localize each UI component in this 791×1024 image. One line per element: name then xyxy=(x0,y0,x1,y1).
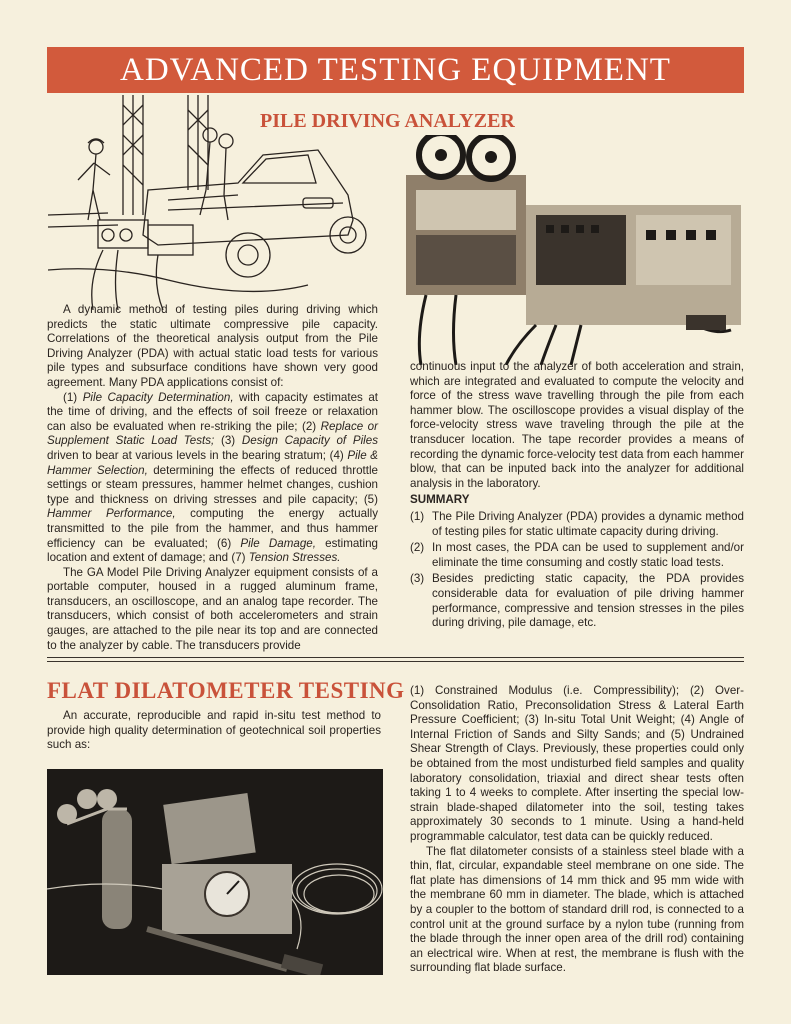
app-text: (3) xyxy=(214,434,242,448)
summary-list xyxy=(410,510,744,631)
pda-intro: A dynamic method of testing piles during driving which predicts the static ultimate compressive pile capacity. Correlations of the theoretical analysis output from the Pile Driving Analyzer (PDA) with actual static load tests for various pile types and subsurface conditions have shown very good agreement. Many PDA applications consist of: xyxy=(47,303,378,389)
app-term: Pile & Hammer Selection, xyxy=(47,448,378,477)
pda-applications xyxy=(47,391,378,566)
dilatometer-intro: An accurate, reproducible and rapid in-situ test method to provide high quality determination of geotechnical soil properties such as: xyxy=(47,709,381,752)
pda-continued: continuous input to the analyzer of both acceleration and strain, which are integrated and evaluated to compute the velocity and force of the stress wave travelling through the pile from each hammer blow. The oscilloscope provides a visual display of the force-velocity stress wave traveling through the pile at the transducer location. The tape recorder provides a means of recording the dynamic force-velocity test data from each hammer blow, that can be inputed back into the analyzer for additional analysis in the laboratory. xyxy=(410,360,744,490)
app-term: Hammer Performance, xyxy=(47,507,176,521)
dilatometer-text-right xyxy=(410,684,744,976)
section-divider xyxy=(47,661,744,662)
summary-text: Besides predicting static capacity, the PDA provides considerable data for evaluation of pile driving hammer performance, compressive and tension stresses in the piles during driving, pile damage, etc. xyxy=(432,572,744,630)
pda-equipment: The GA Model Pile Driving Analyzer equipment consists of a portable computer, housed in a rugged aluminum frame, transducers, an oscilloscope, and an analog tape recorder. The transducers, which consist of both accelerometers and strain gauges, are attached to the pile near its top and are connected to the analyzer by cable. The transducers provide xyxy=(47,565,378,652)
dilatometer-heading: FLAT DILATOMETER TESTING xyxy=(47,678,405,703)
truck-drawing-icon xyxy=(48,95,393,310)
app-term: Pile Capacity Determination, xyxy=(82,390,234,404)
summary-item xyxy=(410,572,744,630)
app-text: (1) xyxy=(63,390,83,404)
summary-num: (3) xyxy=(410,572,425,586)
app-text: determining the effects of reduced throttle settings or steam pressures, hammer helmet changes, cushion type and thickness on driving stresses and pile capacity; (5) xyxy=(47,463,378,506)
app-term: Pile Damage, xyxy=(240,536,316,550)
summary-item xyxy=(410,510,744,539)
app-text: with capacity estimates at the time of driving, and the effects of soil freeze or relaxation can also be evaluated when re-striking the pile; (2) xyxy=(47,390,379,433)
dilatometer-properties: (1) Constrained Modulus (i.e. Compressibility); (2) Over-Consolidation Ratio, Preconsolidation Stress & Lateral Earth Pressure Coefficient; (3) In-situ Total Unit Weight; (4) Angle of Internal Friction of Sands and Silty Sands; and (5) Undrained Shear Strength of Clays. Previously, these properties could only be obtained from the most undisturbed field samples and quality laboratory consolidation, triaxial and direct shear tests often taking 1 to 4 weeks to complete. After inserting the special low-strain blade-shaped dilatometer into the soil, testing takes approximately 30 seconds to 1 minute. Using a hand-held programmable calculator, test data can be quickly reduced. xyxy=(410,684,744,843)
dilatometer-description: The flat dilatometer consists of a stainless steel blade with a thin, flat, circular, expandable steel membrane on one side. The flat plate has dimensions of 14 mm thick and 95 mm wide with the membrane 60 mm in diameter. The blade, which is attached by a coupler to the bottom of standard drill rod, is connected to a control unit at the ground surface by a nylon tube (running from the blade through the inner open area of the drill rod) containing an electrical wire. When at rest, the membrane is flush with the surrounding flat blade surface. xyxy=(410,844,744,975)
summary-num: (1) xyxy=(410,509,425,523)
summary-item xyxy=(410,541,744,570)
pda-text-right xyxy=(410,360,744,631)
pda-text-left xyxy=(47,303,378,653)
summary-num: (2) xyxy=(410,541,425,555)
app-term: Design Capacity of Piles xyxy=(241,434,378,448)
app-text: estimating location and extent of damage; and (7) xyxy=(47,536,378,565)
app-text: computing the energy actually transmitted to the pile from the hammer, and thus hammer efficiency can be evaluated; (6) xyxy=(47,507,378,550)
app-text: driven to bear at various levels in the bearing stratum; (4) xyxy=(47,448,348,462)
page-title: ADVANCED TESTING EQUIPMENT xyxy=(47,47,744,93)
app-term: Tension Stresses. xyxy=(248,551,341,565)
summary-text: In most cases, the PDA can be used to supplement and/or eliminate the time consuming and costly static load tests. xyxy=(432,541,744,569)
summary-text: The Pile Driving Analyzer (PDA) provides a dynamic method of testing piles for static ultimate capacity during driving. xyxy=(432,509,744,538)
pda-heading: PILE DRIVING ANALYZER xyxy=(260,110,515,132)
summary-title: SUMMARY xyxy=(410,493,470,507)
dilatometer-photo-icon xyxy=(47,769,383,975)
analyzer-photo-icon xyxy=(396,135,745,365)
dilatometer-intro-block xyxy=(47,709,381,753)
app-term: Replace or Supplement Static Load Tests; xyxy=(47,419,378,448)
section-divider xyxy=(47,657,744,658)
